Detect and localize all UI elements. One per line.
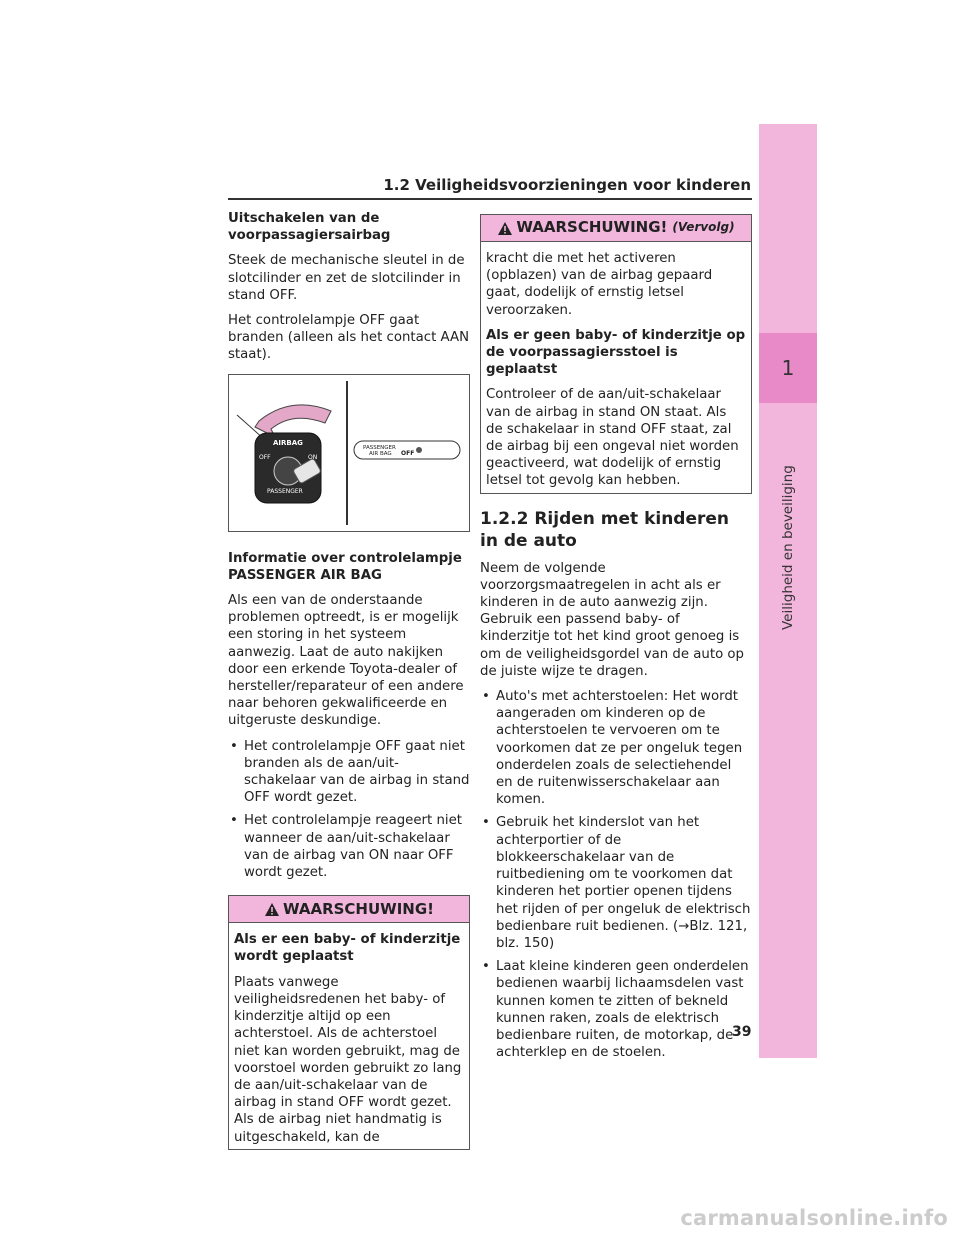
left-bullet-list: [228, 738, 470, 882]
chapter-label: Veiligheid en beveiliging: [780, 465, 796, 630]
warning-box-left: [228, 895, 470, 1149]
section-title: 1.2.2 Rijden met kinderen in de auto: [480, 508, 730, 551]
chapter-number: [759, 333, 817, 403]
airbag-switch-illustration: [229, 375, 469, 531]
warning-header-continued: [481, 215, 751, 242]
warning-title: WAARSCHUWING!: [516, 218, 668, 237]
info-paragraph: Als een van de onderstaande problemen optreedt, is er mogelijk een storing in het systeem aanwezig. Laat de auto nakijken door een erkende Toyota-dealer of hersteller/reparateur of een andere naar behoren gekwalificeerde en uitgeruste deskundige.: [228, 593, 464, 729]
section-intro: Neem de volgende voorzorgsmaatregelen in acht als er kinderen in de auto aanwezig zijn. Gebruik een passend baby- of kinderzitje tot het kind groot genoeg is om de veiligheidsgordel van de auto op de juiste wijze te dragen.: [480, 560, 745, 679]
page-number: 39: [732, 1024, 752, 1040]
left-heading: Uitschakelen van de voorpassagiersairbag: [228, 211, 391, 244]
airbag-switch-figure: [228, 374, 470, 532]
left-column: [228, 210, 470, 1150]
left-para-2: Het controlelampje OFF gaat branden (alleen als het contact AAN staat).: [228, 313, 470, 363]
warning-body: [481, 242, 751, 493]
list-item: • Het controlelampje OFF gaat niet branden als de aan/uit-schakelaar van de airbag in stand OFF wordt gezet.: [228, 738, 470, 807]
warning-header: [229, 896, 469, 923]
chapter-number-text: 1: [781, 356, 795, 380]
indicator-label-line2: AIR BAG: [369, 450, 392, 457]
warning-continued-label: (Vervolg): [672, 220, 735, 235]
switch-label-off: OFF: [259, 453, 271, 461]
switch-label-passenger: PASSENGER: [267, 487, 303, 495]
warning-text-2: Controleer of de aan/uit-schakelaar van de airbag in stand ON staat. Als de schakelaar in stand OFF staat, zal de airbag bij een ongeval niet worden geactiveerd, wat dodelijk of ernstig letsel tot gevolg kan hebben.: [486, 387, 739, 489]
rotation-arrow-icon: [255, 405, 331, 437]
list-item: • Gebruik het kinderslot van het achterportier of de blokkeerschakelaar van de ruitbediening om te voorkomen dat kinderen het portier openen tijdens het rijden of per ongeluk de elektrisch bedienbare ruit bedienen. (→Blz. 121, blz. 150): [480, 814, 752, 952]
warning-text: Plaats vanwege veiligheidsredenen het baby- of kinderzitje altijd op een achterstoel. Als de achterstoel niet kan worden gebruikt, mag de voorstoel worden gebruikt zo lang de aan/uit-schakelaar van de airbag in stand OFF wordt gezet. Als de airbag niet handmatig is uitgeschakeld, kan de: [234, 974, 462, 1145]
watermark-text: carmanualsonline.info: [680, 1206, 948, 1230]
indicator-label-line1: PASSENGER: [363, 444, 396, 451]
warning-subheading: Als er geen baby- of kinderzitje op de voorpassagiersstoel is geplaatst: [486, 327, 746, 378]
switch-label-on: ON: [308, 453, 318, 461]
list-item: • Auto's met achterstoelen: Het wordt aangeraden om kinderen op de achterstoelen te vervoeren om te voorkomen dat ze per ongeluk tegen onderdelen zoals de selectiehendel en de ruitenwisserschakelaar aan komen.: [480, 688, 752, 808]
warning-text-1: kracht die met het activeren (opblazen) van de airbag gepaard gaat, dodelijk of ernstig letsel veroorzaken.: [486, 251, 713, 318]
airbag-seat-icon: [416, 447, 422, 453]
warning-subheading: Als er een baby- of kinderzitje wordt geplaatst: [234, 932, 461, 965]
switch-label-airbag: AIRBAG: [273, 438, 303, 447]
left-para-1: Steek de mechanische sleutel in de slotcilinder en zet de slotcilinder in stand OFF.: [228, 253, 465, 303]
list-item: • Het controlelampje reageert niet wanneer de aan/uit-schakelaar van de airbag van ON naar OFF wordt gezet.: [228, 812, 470, 881]
right-column: [480, 214, 752, 1069]
section-header-title: 1.2 Veiligheidsvoorzieningen voor kinderen: [383, 176, 751, 194]
warning-body: [229, 923, 469, 1148]
indicator-off-label: OFF: [401, 449, 415, 457]
warning-box-right: [480, 214, 752, 494]
right-bullet-list: [480, 688, 752, 1061]
warning-title: WAARSCHUWING!: [282, 899, 435, 918]
warning-triangle-icon: [497, 221, 513, 236]
info-heading: Informatie over controlelampje PASSENGER AIR BAG: [228, 550, 462, 583]
list-item: • Laat kleine kinderen geen onderdelen bedienen waarbij lichaamsdelen vast kunnen komen te zitten of bekneld kunnen raken, zoals de elektrisch bedienbare ruiten, de motorkap, de achterklep en de stoelen.: [480, 958, 752, 1061]
warning-triangle-icon: [264, 902, 280, 917]
header-divider: [228, 198, 752, 200]
